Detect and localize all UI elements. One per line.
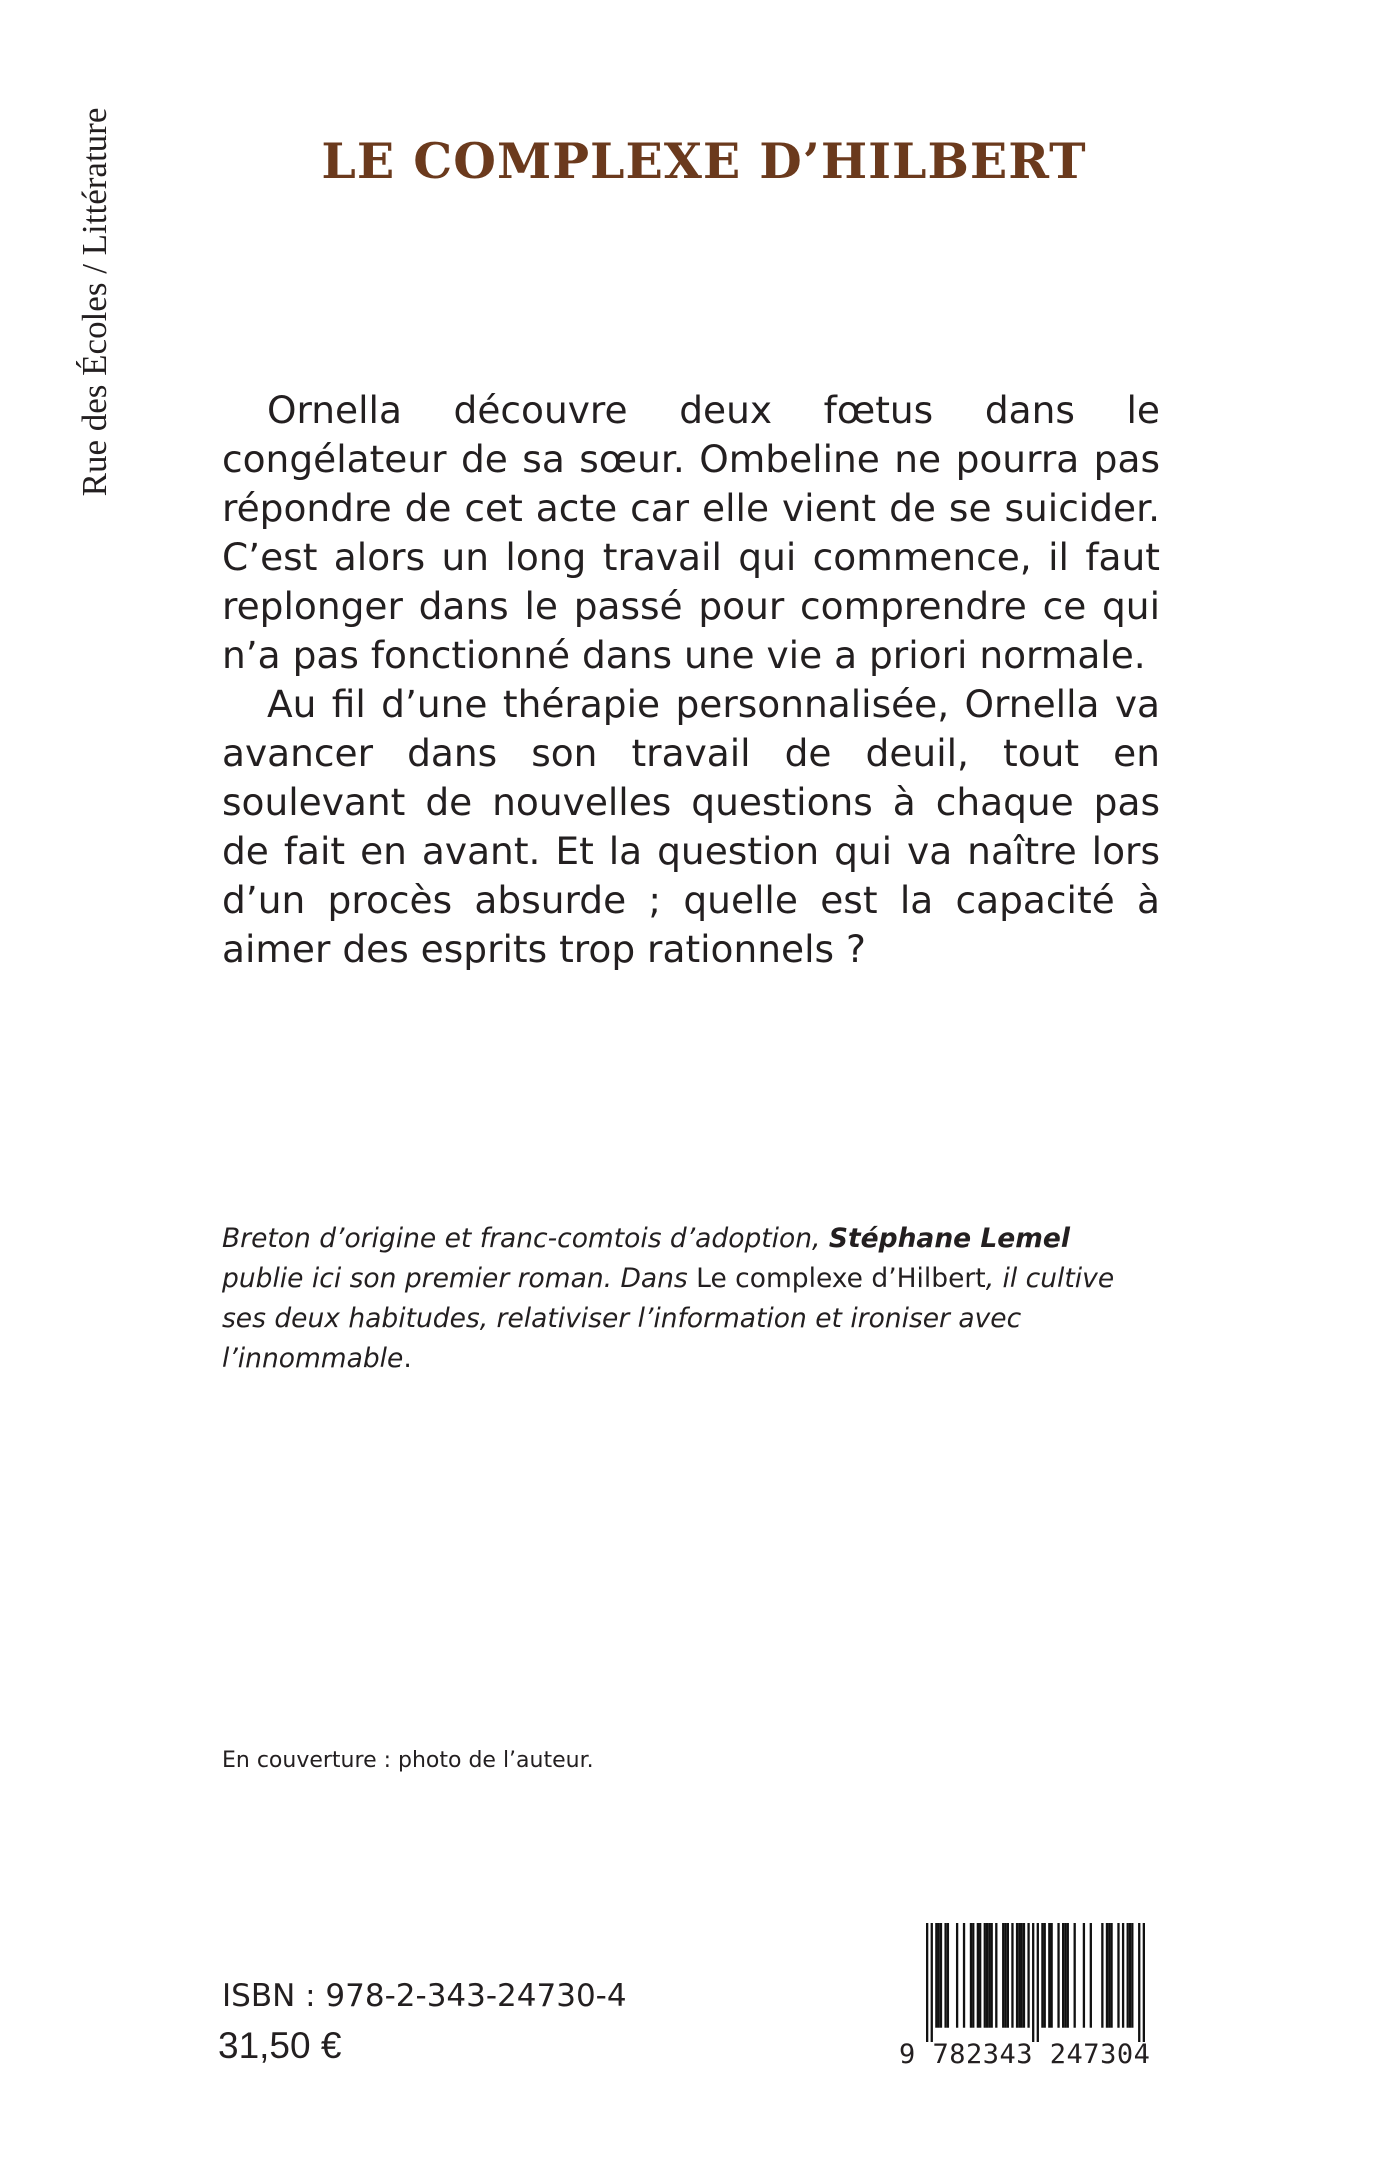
price: 31,50 €	[218, 2025, 342, 2066]
barcode-bar	[1138, 1923, 1140, 2042]
barcode-bar	[956, 1923, 958, 2028]
barcode-bar	[1064, 1923, 1066, 2028]
barcode-bar	[935, 1923, 937, 2028]
barcode-bar	[1143, 1923, 1145, 2042]
synopsis	[222, 386, 1160, 974]
book-title-inline: Le complexe d’Hilbert	[696, 1263, 986, 1294]
author-note-text: Breton d’origine et franc-comtois d’adoption,	[222, 1223, 829, 1254]
barcode-bar	[1044, 1923, 1046, 2028]
barcode-bar	[1067, 1923, 1069, 2028]
author-note-end: .	[403, 1343, 412, 1374]
barcode-bar	[1090, 1923, 1092, 2028]
author-name: Stéphane Lemel	[828, 1223, 1070, 1254]
barcode-bar	[963, 1923, 965, 2028]
barcode-bar	[1131, 1923, 1133, 2028]
spine-text: Rue des Écoles / Littérature	[75, 107, 114, 497]
barcode-bar	[972, 1923, 974, 2028]
barcode-bar	[991, 1923, 993, 2028]
barcode	[899, 1923, 1165, 2073]
barcode-bar	[1021, 1923, 1023, 2028]
synopsis-paragraph: Au fil d’une thérapie personnalisée, Ornella va avancer dans son travail de deuil, tout en soulevant de nouvelles questions à chaque pas de fait en avant. Et la question qui va naître lors d’un procès absurde ; quelle est la capacité à aimer des esprits trop rationnels ?	[222, 682, 1160, 971]
barcode-bar	[1032, 1923, 1034, 2042]
barcode-bar	[1037, 1923, 1039, 2042]
barcode-bar	[1057, 1923, 1059, 2028]
barcode-bar	[1127, 1923, 1129, 2028]
barcode-bar	[1027, 1923, 1029, 2028]
barcode-bar	[1011, 1923, 1013, 2028]
barcode-bar	[947, 1923, 949, 2028]
barcode-bar	[1074, 1923, 1076, 2028]
barcode-bar	[940, 1923, 942, 2028]
barcode-bar	[1110, 1923, 1112, 2028]
barcode-bar	[1002, 1923, 1004, 2028]
barcode-bar	[1129, 1923, 1131, 2028]
author-note-text: publie ici son premier roman. Dans	[222, 1263, 697, 1294]
barcode-bar	[1101, 1923, 1103, 2028]
barcode-bar	[1007, 1923, 1009, 2028]
author-note-text: , il cultive ses deux habitudes, relativiser l’information et ironiser avec l’innommable	[222, 1263, 1115, 1374]
barcode-bar	[970, 1923, 972, 2028]
barcode-bar	[1122, 1923, 1124, 2028]
barcode-bar	[977, 1923, 979, 2028]
barcode-bar	[944, 1923, 946, 2028]
book-title: LE COMPLEXE D’HILBERT	[321, 132, 1087, 190]
barcode-bar	[1050, 1923, 1052, 2028]
isbn: ISBN : 978-2-343-24730-4	[222, 1978, 627, 2014]
barcode-bar	[1041, 1923, 1043, 2028]
synopsis-paragraph: Ornella découvre deux fœtus dans le congélateur de sa sœur. Ombeline ne pourra pas répondre de cet acte car elle vient de se suicider. C’est alors un long travail qui commence, il faut replonger dans le passé pour comprendre ce qui n’a pas fonctionné dans une vie a priori normale.	[222, 388, 1160, 677]
barcode-bar	[1106, 1923, 1108, 2028]
barcode-bar	[1018, 1923, 1020, 2028]
barcode-digits: 9 782343 247304	[899, 2039, 1151, 2070]
barcode-bar	[1108, 1923, 1110, 2028]
barcode-bar	[938, 1923, 940, 2028]
barcode-bar	[931, 1923, 933, 2042]
barcode-bar	[995, 1923, 997, 2028]
barcode-bar	[1117, 1923, 1119, 2028]
barcode-bar	[1004, 1923, 1006, 2028]
barcode-bar	[988, 1923, 990, 2028]
barcode-bar	[1062, 1923, 1064, 2028]
barcode-bar	[1048, 1923, 1050, 2028]
author-note	[222, 1219, 1157, 1379]
barcode-bar	[1016, 1923, 1018, 2028]
barcode-bar	[984, 1923, 986, 2028]
ean13-barcode-icon	[926, 1923, 1145, 2042]
barcode-bar	[1083, 1923, 1085, 2028]
barcode-bar	[1023, 1923, 1025, 2028]
barcode-bar	[979, 1923, 981, 2028]
barcode-bar	[926, 1923, 928, 2042]
barcode-bar	[986, 1923, 988, 2028]
cover-credit: En couverture : photo de l’auteur.	[222, 1748, 594, 1773]
